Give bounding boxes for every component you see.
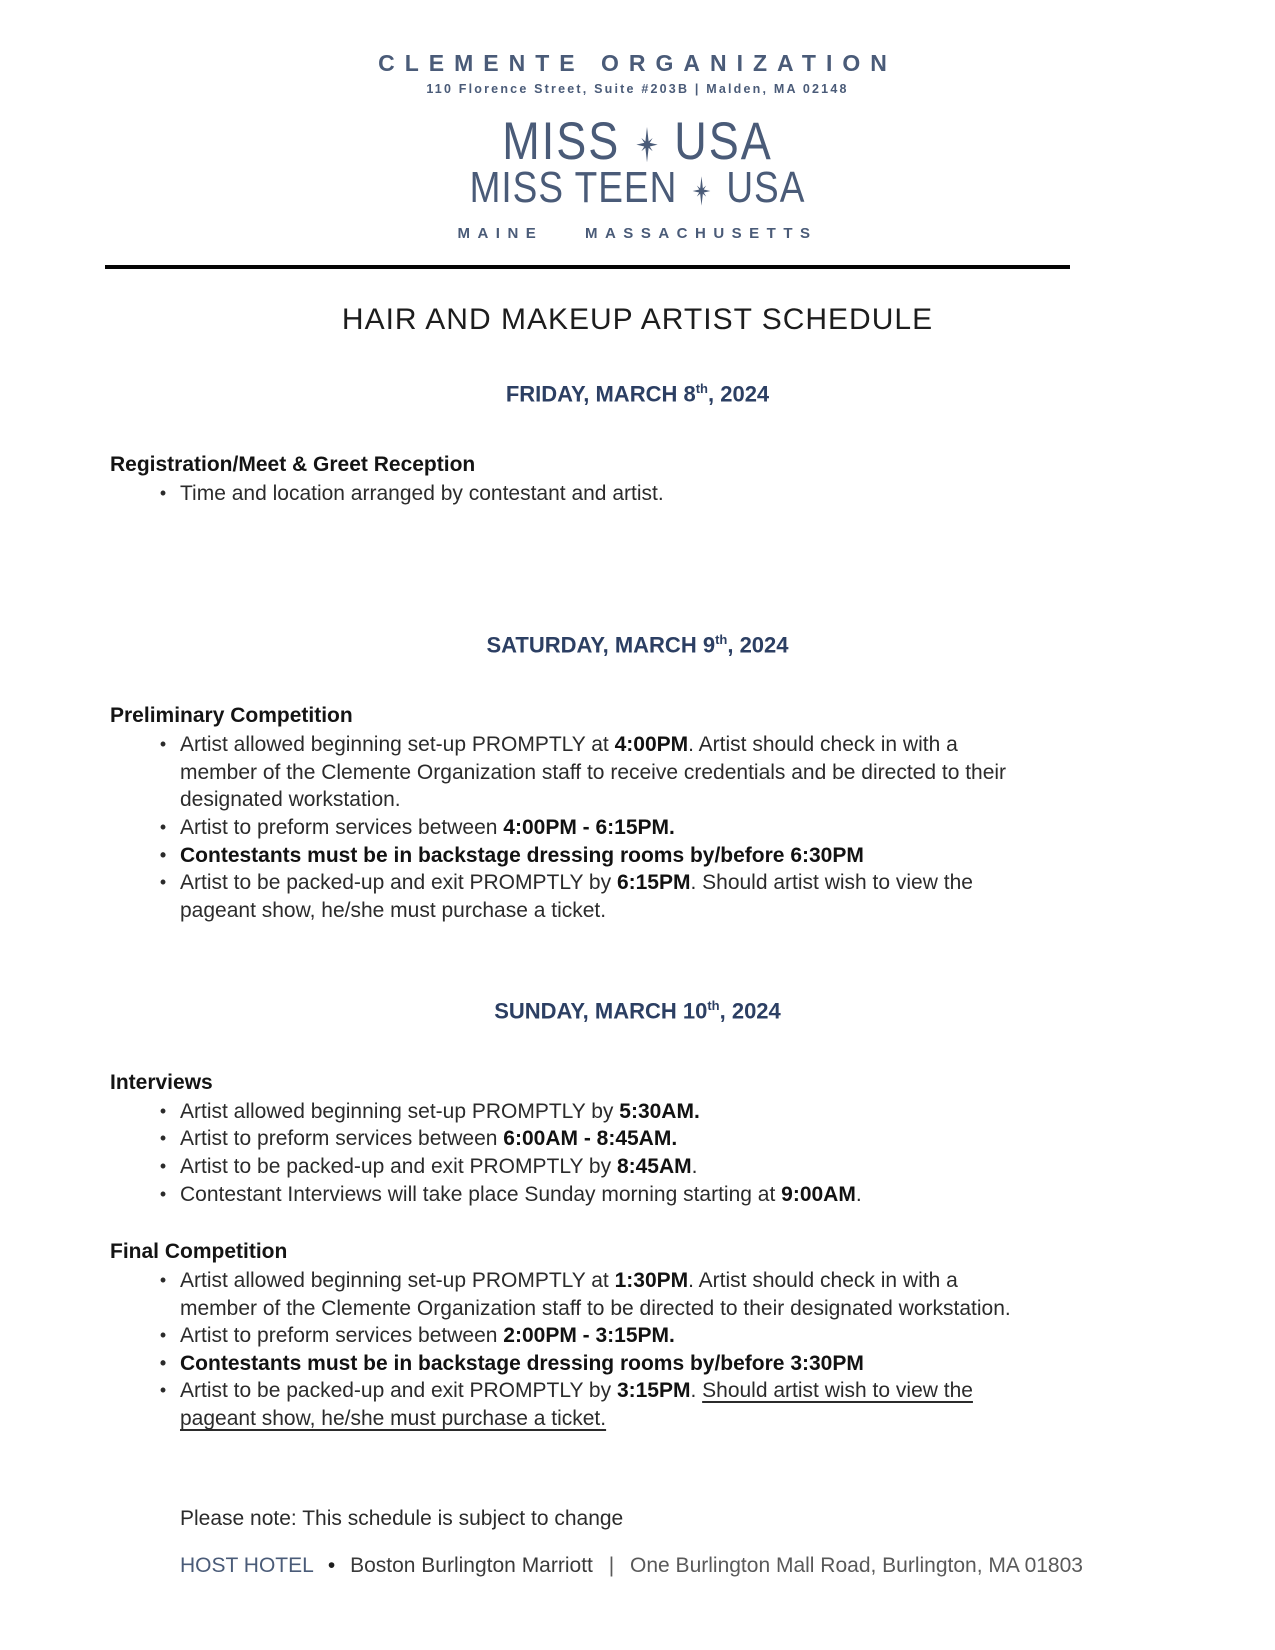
letterhead — [110, 50, 1165, 241]
bullet-list — [110, 731, 1165, 924]
bullet-item — [110, 1377, 1165, 1432]
bullet-marker: • — [159, 1380, 167, 1401]
horizontal-divider — [105, 265, 1070, 269]
day-section — [110, 632, 1165, 924]
bullet-item — [110, 1153, 1165, 1181]
bullet-text: Contestants must be in backstage dressing rooms by/before 6:30PM — [180, 843, 864, 867]
bullet-marker: • — [159, 483, 167, 504]
event-group-title: Registration/Meet & Greet Reception — [110, 453, 476, 477]
logo-miss-text: MISS — [502, 110, 621, 171]
hotel-address: One Burlington Mall Road, Burlington, MA 01803 — [630, 1553, 1083, 1577]
bullet-item — [110, 842, 1165, 870]
bullet-item — [110, 480, 1165, 508]
bullet-list — [110, 1098, 1165, 1208]
bullet-item — [110, 1181, 1165, 1209]
bullet-marker: • — [159, 1270, 167, 1291]
bullet-marker: • — [159, 1128, 167, 1149]
bullet-item — [110, 1350, 1165, 1378]
event-group — [110, 704, 1165, 924]
hotel-name: Boston Burlington Marriott — [350, 1553, 593, 1577]
day-section — [110, 998, 1165, 1432]
page-title: HAIR AND MAKEUP ARTIST SCHEDULE — [341, 303, 934, 336]
logo-state-subtitle: MAINE MASSACHUSETTS — [457, 225, 818, 242]
bullet-text: Artist to preform services between 6:00AM - 8:45AM. — [180, 1127, 678, 1151]
pipe-separator: | — [608, 1553, 615, 1577]
day-heading: SUNDAY, MARCH 10th, 2024 — [494, 998, 781, 1024]
bullet-text: Time and location arranged by contestant and artist. — [180, 482, 664, 506]
bullet-item — [110, 1267, 1165, 1322]
host-hotel-line — [180, 1554, 1165, 1578]
bullet-marker: • — [159, 872, 167, 893]
bullet-list — [110, 1267, 1165, 1433]
sparkle-star-icon — [632, 127, 662, 162]
bullet-text: Artist to be packed-up and exit PROMPTLY by 6:15PM. Should artist wish to view the pageant show, he/she must purchase a ticket. — [180, 871, 973, 922]
org-address: 110 Florence Street, Suite #203B | Malden, MA 02148 — [426, 82, 849, 96]
schedule-days — [110, 381, 1165, 1433]
event-group-title: Preliminary Competition — [110, 704, 353, 728]
bullet-marker: • — [159, 844, 167, 865]
day-heading: SATURDAY, MARCH 9th, 2024 — [486, 631, 789, 658]
logo-line-miss-teen-usa — [469, 163, 806, 212]
bullet-text: Artist allowed beginning set-up PROMPTLY by 5:30AM. — [180, 1099, 700, 1123]
bullet-item — [110, 814, 1165, 842]
day-section — [110, 381, 1165, 508]
logo-miss-teen-text: MISS TEEN — [469, 163, 678, 212]
bullet-marker: • — [159, 734, 167, 755]
bullet-marker: • — [159, 1155, 167, 1176]
bullet-list — [110, 480, 1165, 508]
event-group — [110, 1240, 1165, 1433]
bullet-marker: • — [159, 1325, 167, 1346]
bullet-text: Artist to be packed-up and exit PROMPTLY by 3:15PM. Should artist wish to view the pageant show, he/she must purchase a ticket. — [180, 1379, 973, 1431]
day-heading: FRIDAY, MARCH 8th, 2024 — [505, 381, 770, 407]
event-group-title: Final Competition — [110, 1240, 288, 1264]
bullet-text: Artist allowed beginning set-up PROMPTLY at 4:00PM. Artist should check in with a member of the Clemente Organization staff to receive credentials and be directed to their designated workstation. — [180, 733, 1007, 812]
sparkle-star-icon — [689, 176, 714, 206]
bullet-marker: • — [159, 1352, 167, 1373]
miss-usa-logo — [110, 110, 1165, 242]
bullet-item — [110, 731, 1165, 814]
bullet-text: Contestants must be in backstage dressing rooms by/before 3:30PM — [180, 1351, 864, 1375]
event-group-title: Interviews — [110, 1070, 213, 1094]
org-name: CLEMENTE ORGANIZATION — [378, 50, 897, 76]
event-group — [110, 1071, 1165, 1208]
bullet-text: Artist to preform services between 4:00PM - 6:15PM. — [180, 816, 675, 840]
bullet-text: Contestant Interviews will take place Sunday morning starting at 9:00AM. — [180, 1182, 862, 1206]
bullet-separator: • — [327, 1553, 336, 1577]
event-group — [110, 453, 1165, 508]
bullet-item — [110, 869, 1165, 924]
schedule-change-note: Please note: This schedule is subject to change — [180, 1506, 624, 1530]
bullet-text: Artist allowed beginning set-up PROMPTLY at 1:30PM. Artist should check in with a member of the Clemente Organization staff to be directed to their designated workstation. — [180, 1269, 1011, 1320]
bullet-item — [110, 1322, 1165, 1350]
bullet-item — [110, 1098, 1165, 1126]
logo-usa-text: USA — [726, 163, 806, 212]
logo-usa-text: USA — [674, 110, 773, 171]
bullet-text: Artist to preform services between 2:00PM - 3:15PM. — [180, 1324, 675, 1348]
bullet-marker: • — [159, 817, 167, 838]
footer — [180, 1507, 1165, 1578]
host-hotel-label: HOST HOTEL — [180, 1553, 314, 1577]
bullet-item — [110, 1125, 1165, 1153]
bullet-text: Artist to be packed-up and exit PROMPTLY by 8:45AM. — [180, 1154, 698, 1178]
logo-line-miss-usa — [502, 110, 773, 171]
bullet-marker: • — [159, 1183, 167, 1204]
bullet-marker: • — [159, 1100, 167, 1121]
